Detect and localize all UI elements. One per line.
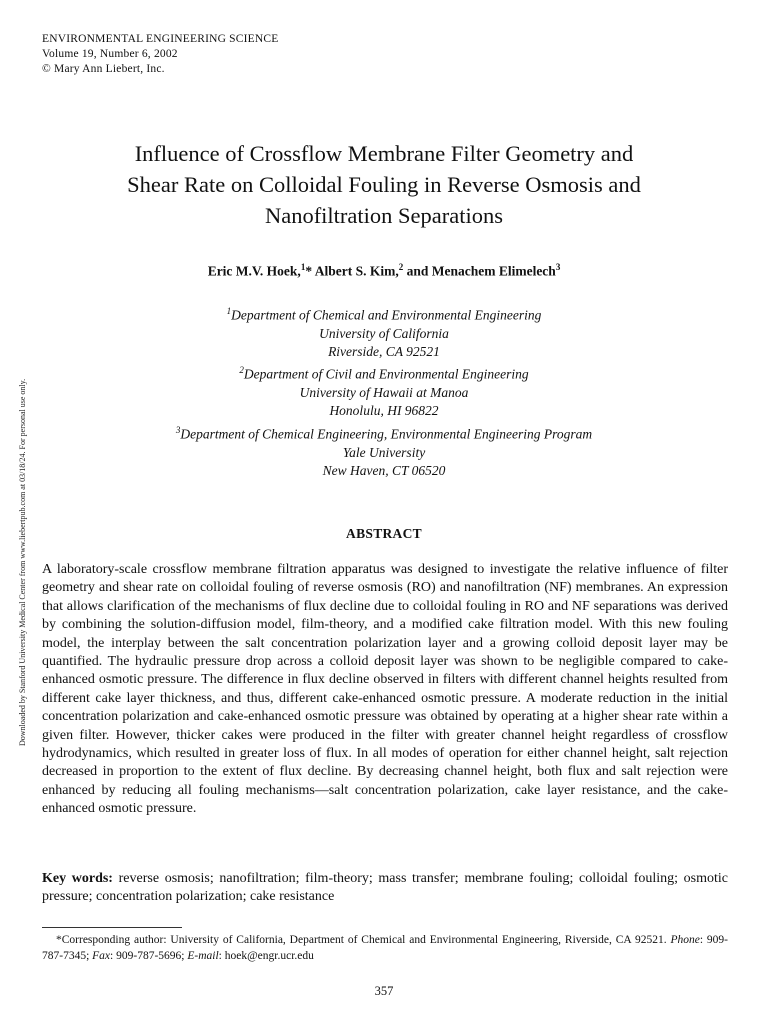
keywords [42,870,728,907]
affiliation-line: University of Hawaii at Manoa [299,385,469,401]
author-list [40,262,728,280]
keywords-label: Key words: [42,871,113,886]
affiliation-marker: 3 [555,262,561,272]
email-label: E-mail [187,949,219,962]
affiliation-line: Yale University [342,444,426,460]
affiliation-line: Honolulu, HI 96822 [329,403,439,419]
volume-info: Volume 19, Number 6, 2002 [42,48,178,60]
phone-number: : 909-787-7345; [42,934,729,962]
download-watermark: Downloaded by Stanford University Medical Center from www.liebertpub.com at 03/18/24. For personal use only. [18,378,27,746]
page-number: 357 [374,984,394,998]
journal-name: ENVIRONMENTAL ENGINEERING SCIENCE [42,33,279,45]
affiliation-marker: 2 [398,262,404,272]
affiliation-line: New Haven, CT 06520 [322,462,446,478]
affiliation-line: $^1$Department of Chemical and Environmental Engineering [226,306,542,323]
affiliation-line: $^3$Department of Chemical Engineering, Environmental Engineering Program [175,424,593,442]
affiliation-line: $^2$Department of Civil and Environmental Engineering [239,365,529,382]
email-address: : hoek@engr.ucr.edu [218,949,314,962]
affiliation-marker: 2 [239,365,244,376]
copyright: © Mary Ann Liebert, Inc. [42,63,165,75]
title-line: Influence of Crossflow Membrane Filter Geometry and [134,141,634,166]
abstract-text: A laboratory-scale crossflow membrane filtration apparatus was designed to investigate the relative influence of filter geometry and shear rate on colloidal fouling of reverse osmosis (RO) and nanofiltration (NF) membranes. An expression that allows clarification of the mechanisms of flux decline due to colloidal fouling in RO and NF separations was derived by combining the solution-diffusion model, film-theory, and a modified cake filtration model. With this new fouling model, the interplay between the salt concentration polarization layer and a growing colloid deposit layer may be quantified. The hydraulic pressure drop across a colloid deposit layer was shown to be negligible compared to cake-enhanced osmotic pressure. The difference in flux decline observed in filters with different channel heights resulted from different cake layer thickness, and thus, different cake-enhanced osmotic pressure. A moderate reduction in the initial concentration polarization and cake-enhanced osmotic pressure was obtained by operating at a higher shear rate within a given filter. However, thicker cakes were produced in the filter with greater channel height regardless of crossflow hydrodynamics, which resulted in greater loss of flux. In all modes of operation for either channel height, salt rejection decreased in proportion to the extent of flux decline. By decreasing channel height, both flux and salt rejection were enhanced by reducing all fouling mechanisms—salt concentration polarization, cake layer resistance, and the cake-enhanced osmotic pressure. [42,562,728,817]
affiliation-marker: 3 [175,424,181,435]
paper-title [40,138,728,231]
fax-number: : 909-787-5696; [110,949,185,962]
author-name: Eric M.V. Hoek, [207,263,301,279]
abstract-heading: ABSTRACT [346,526,422,541]
affiliation-marker: 1 [300,262,306,272]
footnote-rule [42,927,182,928]
title-line: Shear Rate on Colloidal Fouling in Reverse Osmosis and [127,172,641,197]
journal-header [42,32,279,77]
author-name: and Menachem Elimelech [406,263,556,279]
corresponding-mark: * [305,263,313,279]
title-line: Nanofiltration Separations [264,203,504,228]
corresponding-author-footnote: *Corresponding author: University of California, Department of Chemical and Environmental Engineering, Riverside, CA 92521. Phone: 909-787-7345; Fax: 909-787-5696; E-mail: hoek@engr.ucr.edu [42,934,729,962]
fax-label: Fax [92,949,111,962]
affiliation-line: University of California [319,325,449,341]
affiliations [40,302,728,480]
phone-label: Phone [670,934,700,946]
keywords-text: reverse osmosis; nanofiltration; film-theory; mass transfer; membrane fouling; colloidal fouling; osmotic pressure; concentration polarization; cake resistance [42,871,729,905]
author-name: Albert S. Kim, [314,263,399,279]
affiliation-marker: 1 [226,306,232,316]
affiliation-line: Riverside, CA 92521 [328,344,440,360]
